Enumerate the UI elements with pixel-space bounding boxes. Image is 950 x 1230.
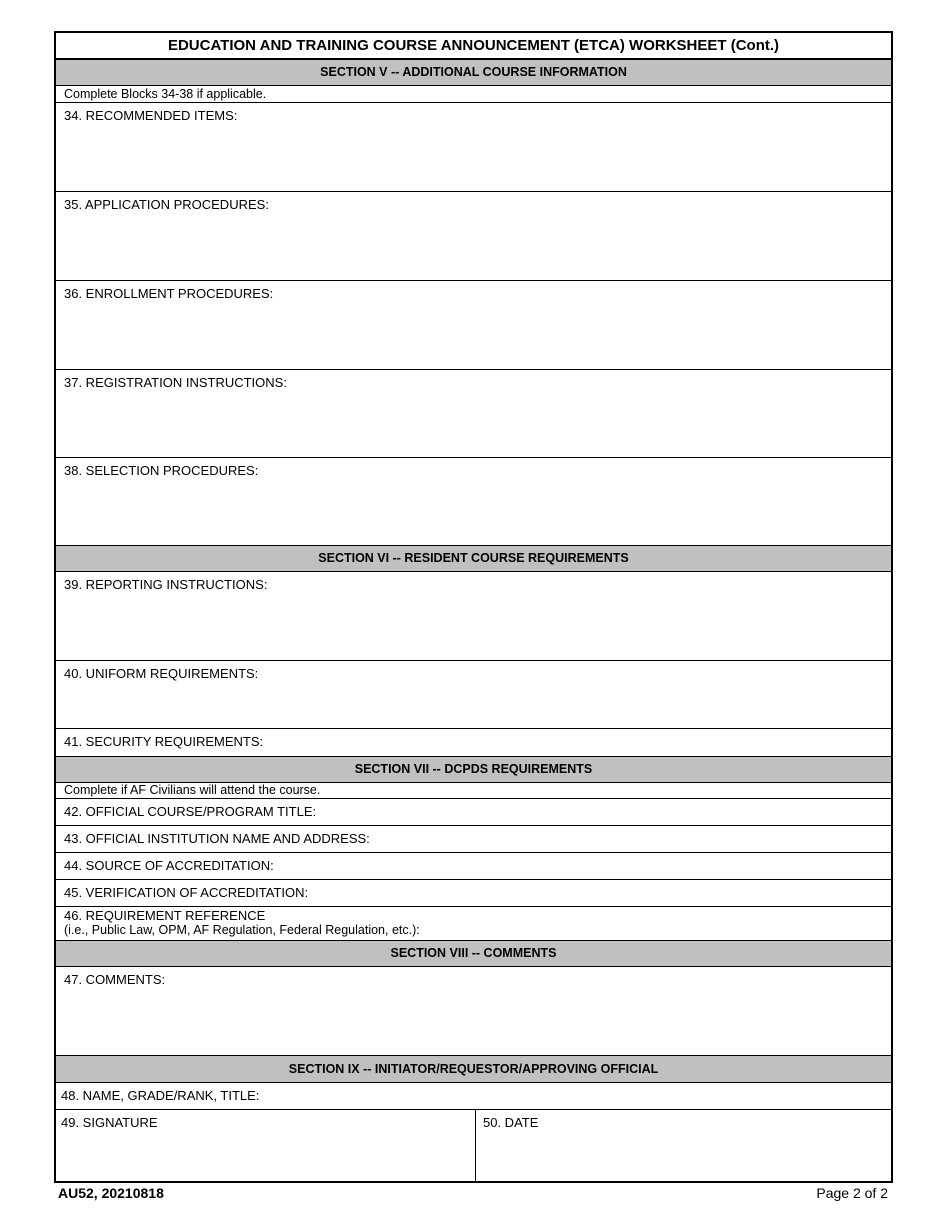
field-verification-of-accreditation[interactable]	[56, 880, 891, 907]
field-institution-name-address[interactable]	[56, 826, 891, 853]
field-application-procedures[interactable]	[56, 192, 891, 281]
field-label: 42. OFFICIAL COURSE/PROGRAM TITLE:	[64, 804, 317, 819]
section-5-note: Complete Blocks 34-38 if applicable.	[56, 86, 891, 103]
field-selection-procedures[interactable]	[56, 458, 891, 545]
field-recommended-items[interactable]	[56, 103, 891, 192]
field-reporting-instructions[interactable]	[56, 572, 891, 661]
field-label: 46. REQUIREMENT REFERENCE	[64, 908, 266, 923]
field-label: 38. SELECTION PROCEDURES:	[64, 463, 259, 478]
field-official-course-title[interactable]	[56, 799, 891, 826]
field-sublabel: (i.e., Public Law, OPM, AF Regulation, Federal Regulation, etc.):	[64, 923, 420, 937]
section-5-heading: SECTION V -- ADDITIONAL COURSE INFORMATION	[56, 59, 891, 86]
field-enrollment-procedures[interactable]	[56, 281, 891, 370]
field-label: 37. REGISTRATION INSTRUCTIONS:	[64, 375, 287, 390]
section-9-heading: SECTION IX -- INITIATOR/REQUESTOR/APPROVING OFFICIAL	[56, 1055, 891, 1083]
form-title: EDUCATION AND TRAINING COURSE ANNOUNCEMENT (ETCA) WORKSHEET (Cont.)	[56, 33, 891, 59]
field-security-requirements[interactable]	[56, 729, 891, 756]
field-label: 36. ENROLLMENT PROCEDURES:	[64, 286, 274, 301]
field-label: 45. VERIFICATION OF ACCREDITATION:	[64, 885, 309, 900]
field-label: 39. REPORTING INSTRUCTIONS:	[64, 577, 268, 592]
field-label: 50. DATE	[483, 1115, 539, 1130]
field-comments[interactable]	[56, 967, 891, 1055]
field-registration-instructions[interactable]	[56, 370, 891, 458]
field-label: 44. SOURCE OF ACCREDITATION:	[64, 858, 274, 873]
field-label: 41. SECURITY REQUIREMENTS:	[64, 734, 264, 749]
field-label: 35. APPLICATION PROCEDURES:	[64, 197, 269, 212]
field-source-of-accreditation[interactable]	[56, 853, 891, 880]
field-label: 40. UNIFORM REQUIREMENTS:	[64, 666, 259, 681]
field-date[interactable]	[476, 1110, 891, 1183]
section-8-heading: SECTION VIII -- COMMENTS	[56, 940, 891, 967]
field-label: 34. RECOMMENDED ITEMS:	[64, 108, 238, 123]
section-7-note: Complete if AF Civilians will attend the course.	[56, 783, 891, 799]
field-label: 43. OFFICIAL INSTITUTION NAME AND ADDRESS:	[64, 831, 370, 846]
etca-worksheet-form	[54, 31, 893, 1183]
section-6-heading: SECTION VI -- RESIDENT COURSE REQUIREMENTS	[56, 545, 891, 572]
field-signature[interactable]	[56, 1110, 476, 1183]
form-id: AU52, 20210818	[58, 1185, 164, 1201]
field-label: 49. SIGNATURE	[61, 1115, 158, 1130]
field-name-grade-title[interactable]	[56, 1083, 891, 1110]
field-requirement-reference[interactable]	[56, 907, 891, 940]
field-label: 48. NAME, GRADE/RANK, TITLE:	[61, 1088, 260, 1103]
field-uniform-requirements[interactable]	[56, 661, 891, 729]
signature-date-row	[56, 1110, 891, 1183]
section-7-heading: SECTION VII -- DCPDS REQUIREMENTS	[56, 756, 891, 783]
field-label: 47. COMMENTS:	[64, 972, 166, 987]
page-number: Page 2 of 2	[816, 1185, 888, 1201]
